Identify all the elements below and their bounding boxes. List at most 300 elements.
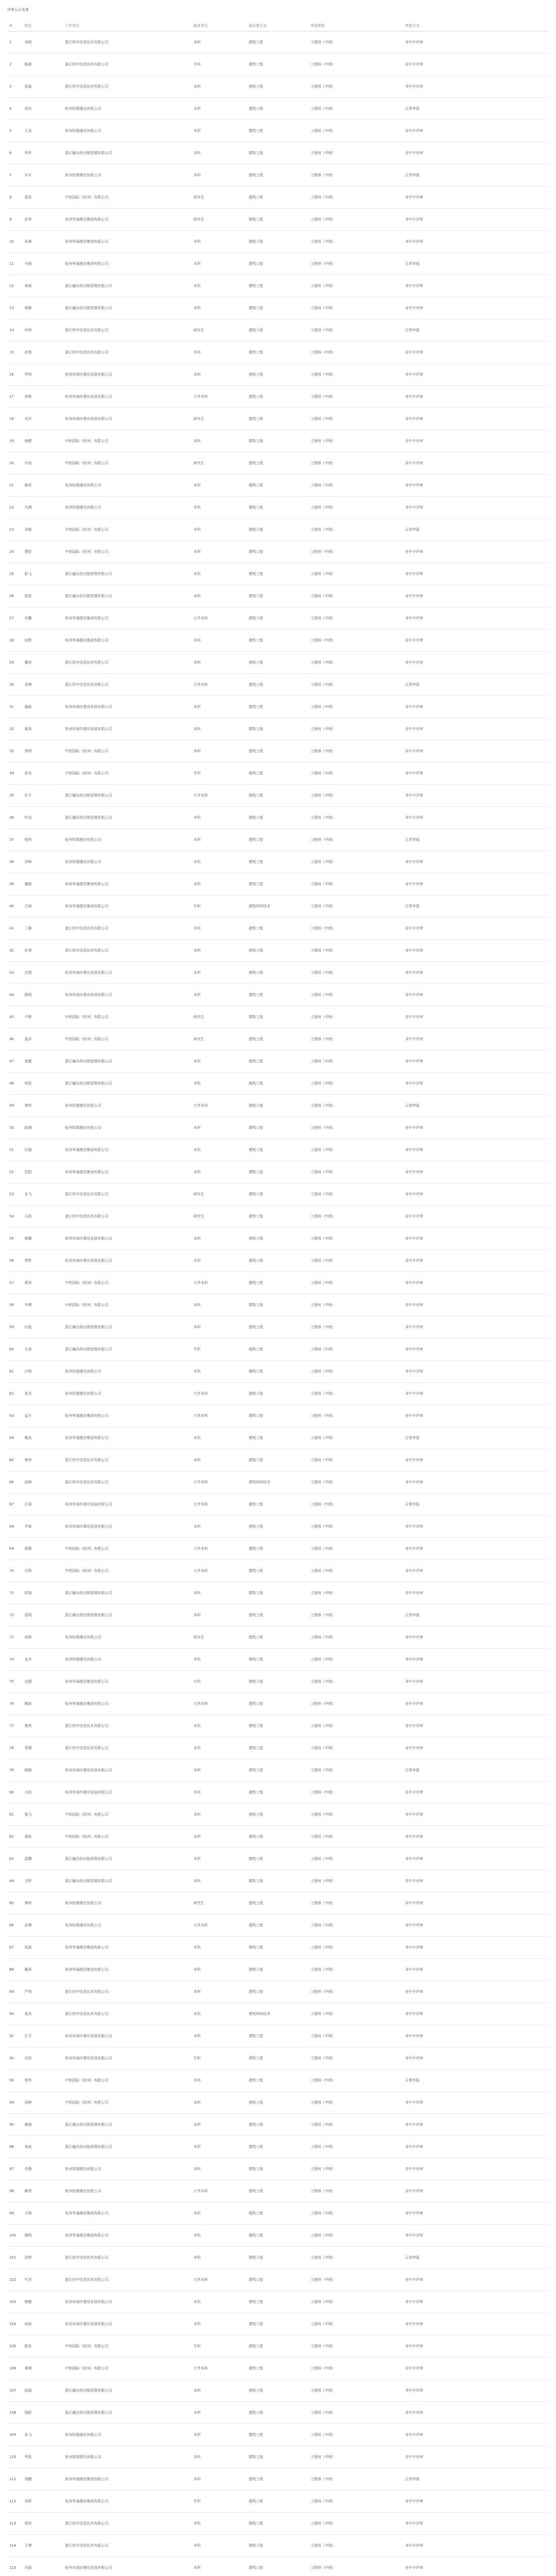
table-row [7, 873, 549, 895]
cell-number: 22 [9, 505, 14, 510]
cell-major: 建筑工程 [248, 128, 263, 133]
cell-major: 建筑工程 [248, 1878, 263, 1883]
cell-name: 方涛 [24, 1347, 32, 1351]
cell-education: 大学本科 [193, 1701, 208, 1706]
cell-major: 建筑工程 [248, 2299, 263, 2304]
cell-method: 非中介评审 [405, 416, 423, 421]
table-header-row [7, 21, 549, 31]
cell-number: 26 [9, 594, 14, 598]
cell-method: 正常申报 [405, 1103, 420, 1108]
cell-title: 工程师（中级） [310, 904, 336, 908]
cell-number: 62 [9, 1391, 14, 1396]
table-row [7, 962, 549, 984]
cell-education: 专科 [193, 62, 201, 66]
table-row [7, 1937, 549, 1959]
cell-name: 付磊 [24, 1325, 32, 1329]
cell-major: 建筑工程 [248, 438, 263, 443]
cell-major: 建筑工程 [248, 2477, 263, 2481]
cell-name: 戴涛 [24, 1967, 32, 1972]
cell-education: 研究生 [193, 1635, 204, 1639]
table-row [7, 1449, 549, 1471]
cell-major: 建筑工程 [248, 239, 263, 244]
table-row [7, 2136, 549, 2158]
cell-title: 工程师（中级） [310, 2410, 336, 2415]
cell-method: 非中介评审 [405, 1037, 423, 1041]
table-row [7, 696, 549, 718]
cell-title: 工程师（中级） [310, 505, 336, 510]
table-row [7, 1560, 549, 1582]
cell-method: 非中介评审 [405, 1923, 423, 1927]
cell-number: 8 [9, 195, 12, 199]
cell-number: 46 [9, 1037, 14, 1041]
cell-number: 80 [9, 1790, 14, 1794]
cell-number: 33 [9, 749, 14, 753]
cell-number: 87 [9, 1945, 14, 1950]
cell-number: 66 [9, 1480, 14, 1484]
cell-unit: 浙江融达供应链管理有限公司 [65, 2144, 112, 2149]
table-row [7, 607, 549, 630]
cell-unit: 杭州恒瑞建设有限公司 [65, 1369, 101, 1374]
cell-education: 大学本科 [193, 1546, 208, 1551]
cell-unit: 浙江恒中信息技术有限公司 [65, 1214, 109, 1218]
cell-title: 工程师（中级） [310, 372, 336, 377]
cell-major: 建筑材料技术 [248, 1480, 270, 1484]
cell-education: 本科 [193, 1967, 201, 1972]
document-title: 评审公示名单 [7, 8, 29, 12]
cell-education: 研究生 [193, 416, 204, 421]
cell-title: 工程师（中级） [310, 1280, 336, 1285]
cell-method: 非中介评审 [405, 1014, 423, 1019]
cell-number: 41 [9, 926, 14, 930]
cell-number: 28 [9, 638, 14, 642]
cell-method: 非中介评审 [405, 1524, 423, 1529]
table-row [7, 452, 549, 474]
cell-number: 73 [9, 1635, 14, 1639]
table-row [7, 1870, 549, 1892]
cell-title: 工程师（中级） [310, 571, 336, 576]
cell-unit: 中铝国际（杭州）有限公司 [65, 195, 109, 199]
header-number: # [9, 23, 12, 28]
cell-number: 91 [9, 2033, 14, 2038]
cell-method: 非中介评审 [405, 1679, 423, 1684]
table-row [7, 2490, 549, 2513]
cell-major: 建筑工程 [248, 2233, 263, 2238]
cell-major: 建筑工程 [248, 815, 263, 820]
cell-education: 本科 [193, 815, 201, 820]
cell-number: 68 [9, 1524, 14, 1529]
cell-number: 53 [9, 1192, 14, 1196]
cell-education: 研究生 [193, 217, 204, 222]
cell-name: 邵鹏 [24, 1856, 32, 1861]
cell-major: 建筑工程 [248, 1790, 263, 1794]
cell-method: 正常申报 [405, 682, 420, 687]
cell-education: 本科 [193, 992, 201, 997]
cell-education: 本科 [193, 1657, 201, 1662]
cell-method: 非中介评审 [405, 2011, 423, 2016]
table-row [7, 2025, 549, 2047]
cell-number: 23 [9, 527, 14, 532]
cell-major: 建筑工程 [248, 2321, 263, 2326]
cell-education: 本科 [193, 239, 201, 244]
cell-name: 苏峰 [24, 859, 32, 864]
cell-number: 75 [9, 1679, 14, 1684]
cell-number: 95 [9, 2122, 14, 2127]
cell-major: 建筑工程 [248, 1125, 263, 1130]
table-row [7, 940, 549, 962]
cell-unit: 杭州恒瑞建设有限公司 [65, 1635, 101, 1639]
table-row [7, 2446, 549, 2468]
cell-number: 14 [9, 328, 14, 332]
cell-number: 77 [9, 1723, 14, 1728]
header-name: 姓名 [24, 23, 32, 28]
cell-number: 71 [9, 1590, 14, 1595]
cell-number: 35 [9, 793, 14, 798]
cell-education: 本科 [193, 1945, 201, 1950]
cell-unit: 浙江恒中信息技术有限公司 [65, 660, 109, 665]
cell-method: 非中介评审 [405, 1901, 423, 1905]
table-row [7, 1538, 549, 1560]
cell-education: 本科 [193, 1723, 201, 1728]
cell-major: 建筑工程 [248, 2255, 263, 2260]
cell-method: 正常申报 [405, 2477, 420, 2481]
cell-unit: 杭州华通建设集团有限公司 [65, 1701, 109, 1706]
cell-education: 本科 [193, 1170, 201, 1174]
cell-education: 大学本科 [193, 1391, 208, 1396]
cell-method: 非中介评审 [405, 1081, 423, 1086]
cell-education: 专科 [193, 1679, 201, 1684]
cell-unit: 杭州市城市建设发展有限公司 [65, 1768, 112, 1772]
cell-number: 94 [9, 2100, 14, 2105]
cell-name: 尚波 [24, 2321, 32, 2326]
cell-name: 赖勇 [24, 2189, 32, 2193]
cell-number: 34 [9, 771, 14, 775]
cell-unit: 杭州市城市建设发展有限公司 [65, 416, 112, 421]
cell-education: 大学本科 [193, 394, 208, 399]
cell-title: 工程师（中级） [310, 1635, 336, 1639]
cell-title: 工程师（中级） [310, 1302, 336, 1307]
table-row [7, 2291, 549, 2313]
table-row [7, 1715, 549, 1737]
cell-major: 建筑工程 [248, 1967, 263, 1972]
cell-method: 非中介评审 [405, 1546, 423, 1551]
cell-method: 正常申报 [405, 1768, 420, 1772]
cell-name: 肖鹏 [24, 616, 32, 620]
cell-title: 工程师（中级） [310, 1081, 336, 1086]
cell-education: 本科 [193, 1856, 201, 1861]
cell-method: 非中介评审 [405, 461, 423, 465]
cell-name: 郑浩 [24, 195, 32, 199]
cell-method: 非中介评审 [405, 2388, 423, 2393]
cell-title: 工程师（中级） [310, 1192, 336, 1196]
cell-method: 非中介评审 [405, 2454, 423, 2459]
cell-method: 非中介评审 [405, 84, 423, 89]
cell-title: 工程师（中级） [310, 1480, 336, 1484]
cell-unit: 杭州市城市建设发展有限公司 [65, 1236, 112, 1241]
cell-method: 正常申报 [405, 173, 420, 177]
table-row [7, 231, 549, 253]
table-row [7, 1494, 549, 1516]
cell-name: 康强 [24, 2122, 32, 2127]
cell-unit: 杭州恒瑞建设有限公司 [65, 173, 101, 177]
cell-unit: 中铝国际（杭州）有限公司 [65, 1568, 109, 1573]
cell-number: 100 [9, 2233, 16, 2238]
cell-education: 本科 [193, 1790, 201, 1794]
cell-major: 建筑工程 [248, 1037, 263, 1041]
cell-name: 顾超 [24, 1768, 32, 1772]
cell-major: 建筑工程 [248, 527, 263, 532]
cell-name: 邹杰 [24, 1391, 32, 1396]
cell-name: 钱磊 [24, 1945, 32, 1950]
cell-name: 曾凯 [24, 594, 32, 598]
cell-number: 108 [9, 2410, 16, 2415]
cell-major: 建筑工程 [248, 1302, 263, 1307]
cell-unit: 杭州市城市建设发展有限公司 [65, 1258, 112, 1263]
header-method: 申报方式 [405, 23, 420, 28]
table-row [7, 275, 549, 297]
cell-title: 工程师（中级） [310, 726, 336, 731]
cell-method: 非中介评审 [405, 1258, 423, 1263]
cell-number: 30 [9, 682, 14, 687]
cell-unit: 浙江恒中信息技术有限公司 [65, 84, 109, 89]
table-row [7, 1914, 549, 1937]
cell-number: 85 [9, 1901, 14, 1905]
cell-title: 工程师（中级） [310, 1657, 336, 1662]
cell-major: 建筑工程 [248, 2078, 263, 2082]
cell-method: 非中介评审 [405, 749, 423, 753]
table-row [7, 31, 549, 54]
cell-title: 工程师（中级） [310, 1170, 336, 1174]
cell-major: 建筑工程 [248, 461, 263, 465]
table-row [7, 519, 549, 541]
cell-education: 本科 [193, 1258, 201, 1263]
cell-unit: 浙江恒中信息技术有限公司 [65, 2543, 109, 2548]
cell-unit: 中铝国际（杭州）有限公司 [65, 2366, 109, 2370]
cell-unit: 杭州恒瑞建设有限公司 [65, 1103, 101, 1108]
cell-major: 建筑工程 [248, 217, 263, 222]
cell-number: 44 [9, 992, 14, 997]
cell-unit: 浙江融达供应链管理有限公司 [65, 2388, 112, 2393]
cell-major: 建筑工程 [248, 306, 263, 310]
cell-unit: 杭州华通建设集团有限公司 [65, 616, 109, 620]
cell-title: 工程师（中级） [310, 1856, 336, 1861]
cell-name: 韩亮 [24, 483, 32, 487]
cell-title: 工程师（中级） [310, 527, 336, 532]
cell-education: 本科 [193, 438, 201, 443]
cell-major: 建筑工程 [248, 660, 263, 665]
cell-major: 建筑工程 [248, 2100, 263, 2105]
cell-name: 胡斌 [24, 283, 32, 288]
cell-title: 工程师（中级） [310, 970, 336, 975]
cell-name: 雷明 [24, 1613, 32, 1617]
cell-education: 本科 [193, 1369, 201, 1374]
cell-unit: 杭州华通建设集团有限公司 [65, 2499, 109, 2503]
cell-number: 40 [9, 904, 14, 908]
cell-title: 工程师（中级） [310, 1147, 336, 1152]
cell-unit: 杭州市城市建设发展有限公司 [65, 1790, 112, 1794]
cell-title: 工程师（中级） [310, 1014, 336, 1019]
cell-number: 63 [9, 1413, 14, 1418]
table-row [7, 2225, 549, 2247]
cell-name: 汤峰 [24, 2100, 32, 2105]
table-row [7, 563, 549, 585]
cell-number: 114 [9, 2543, 16, 2548]
cell-education: 大学本科 [193, 793, 208, 798]
cell-number: 4 [9, 106, 12, 111]
cell-education: 本科 [193, 1302, 201, 1307]
cell-number: 24 [9, 549, 14, 554]
cell-education: 大学本科 [193, 2189, 208, 2193]
cell-title: 工程师（中级） [310, 2011, 336, 2016]
cell-major: 建筑工程 [248, 1834, 263, 1839]
cell-major: 建筑工程 [248, 1435, 263, 1440]
cell-unit: 浙江恒中信息技术有限公司 [65, 1989, 109, 1994]
cell-number: 20 [9, 461, 14, 465]
table-row [7, 1139, 549, 1161]
table-body [7, 31, 549, 2576]
table-row [7, 2513, 549, 2535]
cell-unit: 中铝国际（杭州）有限公司 [65, 527, 109, 532]
cell-method: 非中介评审 [405, 948, 423, 953]
cell-unit: 杭州恒瑞建设有限公司 [65, 505, 101, 510]
cell-title: 工程师（中级） [310, 815, 336, 820]
cell-method: 非中介评审 [405, 992, 423, 997]
cell-unit: 浙江恒中信息技术有限公司 [65, 1458, 109, 1462]
table-row [7, 209, 549, 231]
cell-education: 本科 [193, 704, 201, 709]
cell-name: 杜平 [24, 793, 32, 798]
cell-title: 工程师（中级） [310, 195, 336, 199]
cell-education: 本科 [193, 549, 201, 554]
cell-title: 工程师（中级） [310, 549, 336, 554]
cell-name: 毛阳 [24, 1790, 32, 1794]
cell-number: 93 [9, 2078, 14, 2082]
cell-number: 64 [9, 1435, 14, 1440]
cell-unit: 杭州华通建设集团有限公司 [65, 2477, 109, 2481]
cell-education: 本科 [193, 2432, 201, 2437]
table-row [7, 1206, 549, 1228]
cell-method: 非中介评审 [405, 1635, 423, 1639]
cell-major: 建筑工程 [248, 1147, 263, 1152]
cell-name: 叶浩 [24, 815, 32, 820]
cell-method: 非中介评审 [405, 505, 423, 510]
cell-title: 工程师（中级） [310, 1923, 336, 1927]
cell-name: 邓超 [24, 527, 32, 532]
cell-name: 何勇 [24, 328, 32, 332]
cell-name: 秦伟 [24, 1458, 32, 1462]
cell-major: 建筑工程 [248, 372, 263, 377]
cell-method: 正常申报 [405, 904, 420, 908]
cell-major: 建筑工程 [248, 1413, 263, 1418]
cell-major: 建筑工程 [248, 2521, 263, 2526]
table-row [7, 1804, 549, 1826]
cell-major: 建筑工程 [248, 992, 263, 997]
cell-unit: 浙江恒中信息技术有限公司 [65, 1480, 109, 1484]
cell-education: 大学本科 [193, 1923, 208, 1927]
cell-number: 110 [9, 2454, 16, 2459]
table-row [7, 1361, 549, 1383]
cell-number: 111 [9, 2477, 16, 2481]
cell-method: 正常申报 [405, 328, 420, 332]
cell-unit: 中铝国际（杭州）有限公司 [65, 2344, 109, 2348]
cell-title: 工程师（中级） [310, 1258, 336, 1263]
cell-number: 79 [9, 1768, 14, 1772]
cell-number: 102 [9, 2277, 16, 2282]
cell-major: 建筑工程 [248, 682, 263, 687]
table-row [7, 2535, 549, 2557]
cell-major: 建筑工程 [248, 1856, 263, 1861]
cell-major: 建筑工程 [248, 1236, 263, 1241]
cell-unit: 杭州恒瑞建设有限公司 [65, 106, 101, 111]
cell-name: 梁辉 [24, 394, 32, 399]
cell-title: 工程师（中级） [310, 1613, 336, 1617]
cell-major: 建筑工程 [248, 1546, 263, 1551]
cell-name: 熊浩 [24, 1435, 32, 1440]
cell-number: 107 [9, 2388, 16, 2393]
cell-unit: 杭州市城市建设发展有限公司 [65, 726, 112, 731]
table-row [7, 1671, 549, 1693]
cell-major: 建筑工程 [248, 1524, 263, 1529]
cell-title: 工程师（中级） [310, 926, 336, 930]
cell-major: 建筑材料技术 [248, 2011, 270, 2016]
cell-major: 建筑工程 [248, 749, 263, 753]
cell-unit: 中铝国际（杭州）有限公司 [65, 1037, 109, 1041]
cell-education: 本科 [193, 1081, 201, 1086]
cell-title: 工程师（中级） [310, 1059, 336, 1063]
cell-title: 工程师（中级） [310, 2344, 336, 2348]
cell-method: 非中介评审 [405, 1590, 423, 1595]
cell-major: 建筑工程 [248, 1347, 263, 1351]
cell-name: 朱峰 [24, 239, 32, 244]
cell-education: 大学本科 [193, 682, 208, 687]
cell-major: 建筑工程 [248, 261, 263, 266]
cell-education: 本科 [193, 2166, 201, 2171]
cell-major: 建筑工程 [248, 2432, 263, 2437]
cell-unit: 杭州市城市建设发展有限公司 [65, 2056, 112, 2060]
cell-education: 专科 [193, 2344, 201, 2348]
cell-method: 非中介评审 [405, 283, 423, 288]
cell-unit: 杭州华通建设集团有限公司 [65, 217, 109, 222]
cell-name: 袁博 [24, 682, 32, 687]
cell-title: 工程师（中级） [310, 1812, 336, 1817]
cell-education: 本科 [193, 571, 201, 576]
cell-major: 建筑工程 [248, 1214, 263, 1218]
cell-number: 72 [9, 1613, 14, 1617]
cell-major: 建筑工程 [248, 2410, 263, 2415]
cell-education: 研究生 [193, 328, 204, 332]
cell-title: 工程师（中级） [310, 2211, 336, 2215]
cell-title: 工程师（中级） [310, 1214, 336, 1218]
cell-title: 工程师（中级） [310, 394, 336, 399]
cell-number: 21 [9, 483, 14, 487]
cell-method: 非中介评审 [405, 726, 423, 731]
cell-major: 建筑工程 [248, 793, 263, 798]
cell-major: 建筑工程 [248, 549, 263, 554]
cell-number: 92 [9, 2056, 14, 2060]
cell-method: 非中介评审 [405, 1192, 423, 1196]
cell-unit: 浙江融达供应链管理有限公司 [65, 1347, 112, 1351]
cell-method: 非中介评审 [405, 350, 423, 354]
table-row [7, 408, 549, 430]
cell-name: 许波 [24, 461, 32, 465]
cell-method: 非中介评审 [405, 1147, 423, 1152]
cell-education: 本科 [193, 1325, 201, 1329]
cell-unit: 浙江恒中信息技术有限公司 [65, 2011, 109, 2016]
cell-major: 建筑工程 [248, 1391, 263, 1396]
cell-unit: 杭州恒瑞建设有限公司 [65, 1923, 101, 1927]
cell-major: 建筑工程 [248, 1679, 263, 1684]
cell-title: 工程师（中级） [310, 2189, 336, 2193]
cell-education: 专科 [193, 771, 201, 775]
